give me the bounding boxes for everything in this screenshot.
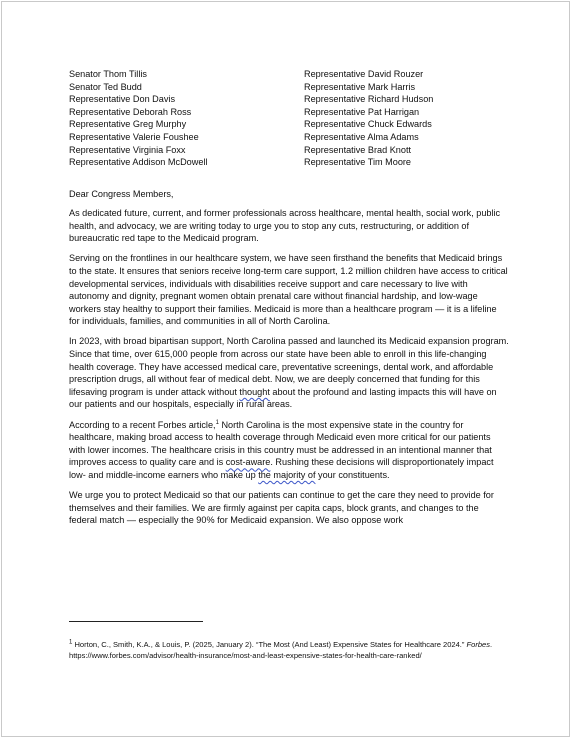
spellcheck-flagged-word[interactable]: thought [239,386,270,397]
recipient-name: Representative Virginia Foxx [69,144,186,155]
recipient-name: Representative Addison McDowell [69,157,208,168]
recipient-name: Representative Alma Adams [304,131,419,142]
recipient-name: Representative Chuck Edwards [304,119,432,130]
text-run: North Carolina is the most expensive state in the country for healthcare, making broad access to health coverage through Medicaid even more critical for our patients with lower incomes. The healthcare crisis in this country must be addressed in an intentional manner that improves access to quality care and is [69,419,492,468]
recipient-name: Representative Greg Murphy [69,119,187,130]
recipient-list [69,68,509,169]
salutation: Dear Congress Members, [69,188,174,199]
letter-body [69,68,509,527]
text-run: . Rushing these decisions will disproportionately impact low- and middle-income earners who make up [69,457,494,480]
text-run: your constituents. [315,469,390,480]
recipient-name: Representative Richard Hudson [304,94,434,105]
recipient-name: Representative Pat Harrigan [304,106,420,117]
spellcheck-flagged-phrase[interactable]: the majority of [258,469,316,480]
recipient-column-right [304,68,509,169]
text-run: about the profound and lasting impacts this will have on our patients and our hospitals, especially in rural areas. [69,386,497,410]
recipient-name: Representative Don Davis [69,94,176,105]
recipient-name: Representative Tim Moore [304,157,412,168]
paragraph-intro: As dedicated future, current, and former professionals across healthcare, mental health, social work, public health, and advocacy, we are writing today to urge you to stop any cuts, restructuring, or addition of bureaucratic red tape to the Medicaid program. [69,208,501,244]
recipient-name: Representative Brad Knott [304,144,412,155]
paragraph-urge: We urge you to protect Medicaid so that our patients can continue to get the care they need to provide for themselves and their families. We are firmly against per capita caps, block grants, and changes to the federal match — especially the 90% for Medicaid expansion. We also oppose work [69,490,494,526]
recipient-name: Representative Valerie Foushee [69,131,199,142]
paragraph-forbes [69,419,509,482]
recipient-name: Representative Mark Harris [304,81,416,92]
recipient-name: Senator Thom Tillis [69,69,147,79]
footnote-text: Horton, C., Smith, K.A., & Louis, P. (2025, January 2). “The Most (And Least) Expensive States for Healthcare 2024.” [72,640,467,649]
footnote-url: . https://www.forbes.com/advisor/health-insurance/most-and-least-expensive-states-for-health-care-ranked/ [69,640,493,661]
spellcheck-flagged-word[interactable]: cost-aware [225,457,271,468]
recipient-column-left [69,68,304,169]
paragraph-expansion [69,335,509,411]
footnote-separator [69,621,203,622]
footnote-journal: Forbes [466,640,491,649]
paragraph-frontlines: Serving on the frontlines in our healthcare system, we have seen firsthand the benefits that Medicaid brings to the state. It ensures that seniors receive long-term care support, 1.2 million children have access to critical developmental services, individuals with disabilities receive support and care necessary to live with autonomy and dignity, pregnant women obtain prenatal care without financial hardship, and low-wage workers stay healthy to support their families. Medicaid is more than a healthcare program — it is a lifeline for individuals, families, and communities in all of North Carolina. [69,253,508,327]
recipient-name: Representative David Rouzer [304,69,424,79]
recipient-name: Representative Deborah Ross [69,106,192,117]
footnote-number: 1 [69,639,73,646]
text-run: According to a recent Forbes article, [69,419,216,430]
text-run: In 2023, with broad bipartisan support, North Carolina passed and launched its Medicaid expansion program. Since that time, over 615,000 people from across our state have been able to enroll in this life-changing health coverage. They have accessed medical care, preventative screenings, dental work, and affordable prescription drugs, all without fear of medical debt. Now, we are deeply concerned that funding for this lifesaving program is under attack without [69,336,509,397]
recipient-name: Senator Ted Budd [69,81,142,92]
footnote-reference: 1 [215,419,219,426]
document-page [1,1,570,737]
footnote [69,639,509,661]
